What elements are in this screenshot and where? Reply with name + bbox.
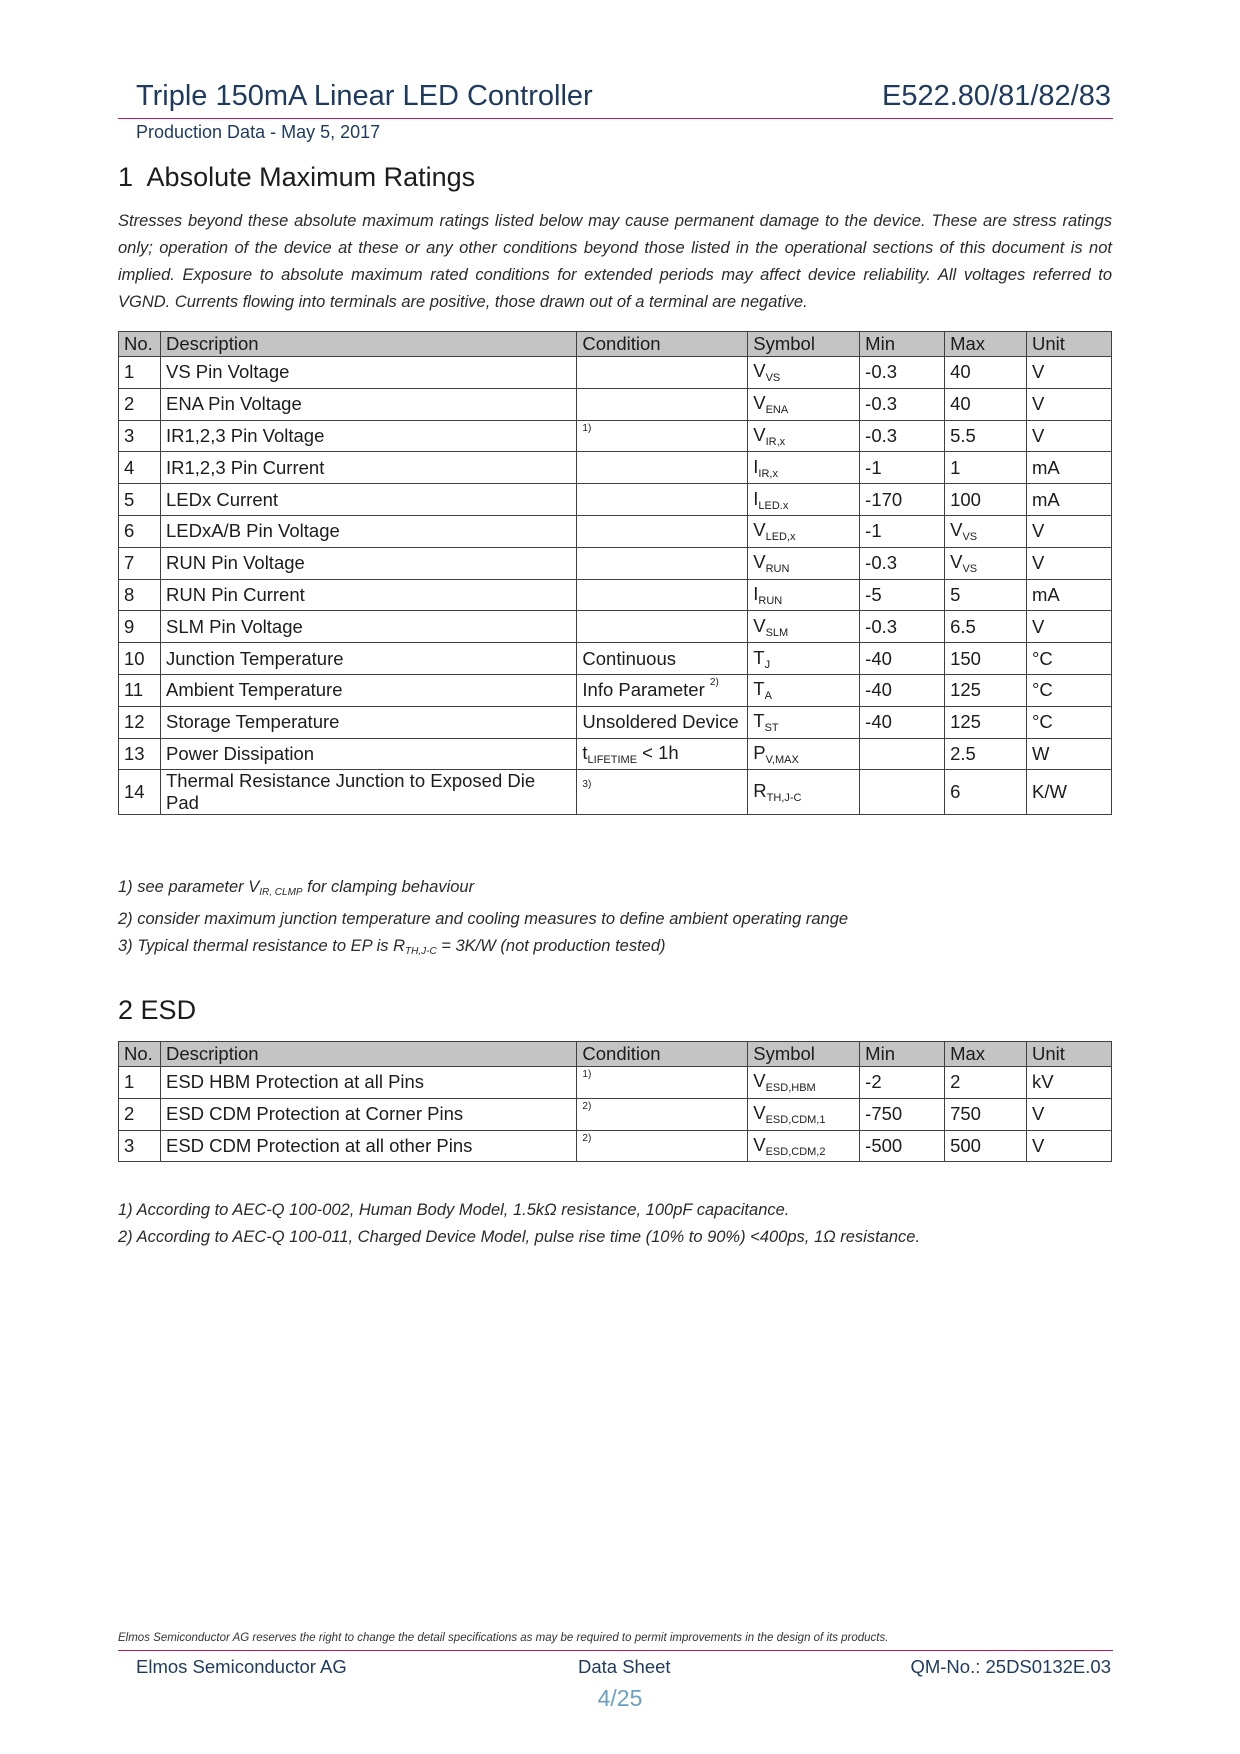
section1-heading (118, 162, 475, 193)
table-row (119, 357, 1112, 389)
cell-unit: °C (1027, 706, 1112, 738)
symbol-subscript: J (764, 658, 771, 671)
cell-condition (577, 611, 748, 643)
cell-min: -0.3 (860, 611, 945, 643)
cell-min: -5 (860, 579, 945, 611)
condition-subscript: LIFETIME (587, 753, 638, 766)
cell-min: -2 (860, 1067, 945, 1099)
table-row (119, 738, 1112, 770)
section2-heading (118, 995, 196, 1026)
cell-description: Power Dissipation (160, 738, 576, 770)
column-header: Description (160, 1042, 576, 1067)
cell-no: 2 (119, 388, 161, 420)
column-header: Unit (1027, 332, 1112, 357)
section2-number: 2 (118, 995, 134, 1025)
footer-disclaimer: Elmos Semiconductor AG reserves the right to change the detail specifications as may be required to permit improvements in the design of its products. (118, 1632, 889, 1644)
cell-symbol: $R_{TH,J-C}$ (748, 770, 860, 815)
note-2: 2) consider maximum junction temperature and cooling measures to define ambient operating range (118, 910, 849, 928)
cell-description: SLM Pin Voltage (160, 611, 576, 643)
cell-no: 6 (119, 515, 161, 547)
table-header-row (119, 332, 1112, 357)
table-row (119, 420, 1112, 452)
footnote-ref: 1) (582, 422, 592, 434)
cell-no: 5 (119, 484, 161, 516)
cell-unit: °C (1027, 643, 1112, 675)
symbol-subscript: V,MAX (765, 753, 799, 766)
cell-description: Storage Temperature (160, 706, 576, 738)
column-header: No. (119, 1042, 161, 1067)
cell-unit: kV (1027, 1067, 1112, 1099)
table-row (119, 643, 1112, 675)
footnote-ref: 2) (582, 1101, 592, 1113)
cell-condition (577, 420, 748, 452)
cell-no: 8 (119, 579, 161, 611)
column-header: No. (119, 332, 161, 357)
cell-min: -1 (860, 515, 945, 547)
cell-min: -40 (860, 674, 945, 706)
symbol-subscript: ESD,CDM,1 (765, 1114, 826, 1127)
column-header: Max (945, 332, 1027, 357)
cell-min: -0.3 (860, 388, 945, 420)
cell-min: -500 (860, 1130, 945, 1162)
esd-note-2: 2) According to AEC-Q 100-011, Charged Device Model, pulse rise time (10% to 90%) <400ps, 1Ω resistance. (118, 1228, 921, 1246)
cell-max: $V_{VS}$ (945, 515, 1027, 547)
section1-notes (118, 874, 848, 965)
cell-max: 750 (945, 1098, 1027, 1130)
cell-max: 5 (945, 579, 1027, 611)
cell-symbol: $V_{ESD,HBM}$ (748, 1067, 860, 1099)
symbol-subscript: IR,x (765, 435, 786, 448)
cell-max: 6.5 (945, 611, 1027, 643)
cell-symbol: $T_{ST}$ (748, 706, 860, 738)
section1-intro: Stresses beyond these absolute maximum ratings listed below may cause permanent damage to the device. These are stress ratings only; operation of the device at these or any other conditions beyond those listed in the operational sections of this document is not implied. Exposure to absolute maximum rated conditions for extended periods may affect device reliability. All voltages referred to VGND. Currents flowing into terminals are positive, those drawn out of a terminal are negative. (118, 212, 1112, 311)
table-row (119, 579, 1112, 611)
footnote-ref: 1) (582, 1069, 592, 1081)
table-row (119, 515, 1112, 547)
cell-condition (577, 515, 748, 547)
esd-table (118, 1041, 1112, 1162)
cell-symbol: $V_{SLM}$ (748, 611, 860, 643)
symbol-subscript: TH,J-C (766, 792, 802, 805)
cell-no: 14 (119, 770, 161, 815)
cell-max: 2.5 (945, 738, 1027, 770)
cell-min: -40 (860, 643, 945, 675)
cell-min: -40 (860, 706, 945, 738)
footnote-ref: 3) (582, 779, 592, 791)
cell-symbol: $V_{ESD,CDM,1}$ (748, 1098, 860, 1130)
symbol-subscript: RUN (758, 594, 783, 607)
page-number: 4/25 (597, 1685, 643, 1711)
note-1: 1) see parameter $V_{IR, CLMP}$ for clamping behaviour (118, 878, 475, 898)
symbol-subscript: ESD,HBM (765, 1082, 816, 1095)
cell-min: -750 (860, 1098, 945, 1130)
table-row (119, 1067, 1112, 1099)
table-header-row (119, 1042, 1112, 1067)
cell-max: 150 (945, 643, 1027, 675)
cell-description: IR1,2,3 Pin Current (160, 452, 576, 484)
cell-max: 5.5 (945, 420, 1027, 452)
column-header: Description (160, 332, 576, 357)
cell-symbol: $I_{RUN}$ (748, 579, 860, 611)
cell-unit: V (1027, 1130, 1112, 1162)
cell-description: Thermal Resistance Junction to Exposed Die Pad (160, 770, 576, 815)
cell-max: 40 (945, 388, 1027, 420)
cell-condition: $t_{LIFETIME} < 1h$ (577, 738, 748, 770)
cell-min (860, 770, 945, 815)
section1-title: Absolute Maximum Ratings (146, 162, 476, 192)
cell-description: ENA Pin Voltage (160, 388, 576, 420)
cell-symbol: $I_{LED.x}$ (748, 484, 860, 516)
cell-condition (577, 388, 748, 420)
table-row (119, 674, 1112, 706)
cell-no: 10 (119, 643, 161, 675)
cell-condition (577, 547, 748, 579)
table-row (119, 1098, 1112, 1130)
cell-max: 6 (945, 770, 1027, 815)
cell-description: RUN Pin Voltage (160, 547, 576, 579)
cell-max: 2 (945, 1067, 1027, 1099)
cell-unit: K/W (1027, 770, 1112, 815)
cell-min: -170 (860, 484, 945, 516)
cell-no: 12 (119, 706, 161, 738)
column-header: Symbol (748, 1042, 860, 1067)
cell-condition: Unsoldered Device (577, 706, 748, 738)
cell-symbol: $V_{ENA}$ (748, 388, 860, 420)
cell-description: ESD CDM Protection at Corner Pins (160, 1098, 576, 1130)
cell-symbol: $V_{VS}$ (748, 357, 860, 389)
cell-no: 1 (119, 1067, 161, 1099)
column-header: Min (860, 1042, 945, 1067)
cell-no: 3 (119, 420, 161, 452)
cell-symbol: $I_{IR,x}$ (748, 452, 860, 484)
cell-description: ESD CDM Protection at all other Pins (160, 1130, 576, 1162)
table-row (119, 484, 1112, 516)
cell-min: -0.3 (860, 547, 945, 579)
symbol-subscript: LED,x (765, 531, 796, 544)
cell-max: 40 (945, 357, 1027, 389)
cell-no: 2 (119, 1098, 161, 1130)
footnote-ref: 2) (709, 677, 719, 689)
section2-title: ESD (140, 995, 197, 1025)
header-divider (118, 118, 1113, 119)
cell-condition: Info Parameter $^{2)}$ (577, 674, 748, 706)
cell-unit: °C (1027, 674, 1112, 706)
cell-symbol: $T_J$ (748, 643, 860, 675)
table-row (119, 547, 1112, 579)
absolute-max-ratings-table (118, 331, 1112, 815)
cell-condition (577, 1130, 748, 1162)
cell-min: -1 (860, 452, 945, 484)
cell-symbol: $V_{LED,x}$ (748, 515, 860, 547)
symbol-subscript: IR,x (758, 467, 778, 480)
cell-symbol: $T_A$ (748, 674, 860, 706)
footer-qm-number: QM-No.: 25DS0132E.03 (910, 1656, 1111, 1677)
cell-condition (577, 1098, 748, 1130)
cell-condition (577, 484, 748, 516)
column-header: Max (945, 1042, 1027, 1067)
cell-max: 1 (945, 452, 1027, 484)
column-header: Symbol (748, 332, 860, 357)
symbol-subscript: RUN (765, 563, 790, 576)
footer-divider (118, 1650, 1113, 1651)
symbol-subscript: A (764, 690, 772, 703)
symbol-subscript: SLM (765, 626, 789, 639)
footer-doc-type: Data Sheet (578, 1656, 671, 1677)
table-row (119, 706, 1112, 738)
table-row (119, 770, 1112, 815)
cell-symbol: $V_{RUN}$ (748, 547, 860, 579)
table-row (119, 611, 1112, 643)
cell-description: ESD HBM Protection at all Pins (160, 1067, 576, 1099)
cell-max: 125 (945, 674, 1027, 706)
cell-condition (577, 770, 748, 815)
cell-description: IR1,2,3 Pin Voltage (160, 420, 576, 452)
cell-min: -0.3 (860, 420, 945, 452)
cell-unit: V (1027, 515, 1112, 547)
cell-unit: mA (1027, 452, 1112, 484)
cell-unit: V (1027, 611, 1112, 643)
cell-description: Ambient Temperature (160, 674, 576, 706)
cell-description: VS Pin Voltage (160, 357, 576, 389)
cell-unit: V (1027, 547, 1112, 579)
cell-no: 1 (119, 357, 161, 389)
symbol-subscript: LED.x (758, 499, 789, 512)
max-subscript: VS (962, 563, 978, 576)
symbol-subscript: ESD,CDM,2 (765, 1145, 826, 1158)
cell-description: Junction Temperature (160, 643, 576, 675)
cell-unit: mA (1027, 484, 1112, 516)
symbol-subscript: ST (764, 722, 779, 735)
cell-symbol: $V_{ESD,CDM,2}$ (748, 1130, 860, 1162)
cell-description: RUN Pin Current (160, 579, 576, 611)
cell-unit: V (1027, 357, 1112, 389)
table-row (119, 1130, 1112, 1162)
cell-no: 9 (119, 611, 161, 643)
cell-max: 100 (945, 484, 1027, 516)
footnote-ref: 2) (582, 1132, 592, 1144)
cell-condition (577, 357, 748, 389)
footer-company: Elmos Semiconductor AG (136, 1656, 347, 1677)
cell-unit: mA (1027, 579, 1112, 611)
cell-symbol: $V_{IR,x}$ (748, 420, 860, 452)
cell-unit: V (1027, 1098, 1112, 1130)
table-row (119, 388, 1112, 420)
column-header: Unit (1027, 1042, 1112, 1067)
cell-min: -0.3 (860, 357, 945, 389)
cell-description: LEDx Current (160, 484, 576, 516)
column-header: Condition (577, 1042, 748, 1067)
cell-no: 13 (119, 738, 161, 770)
cell-max: 125 (945, 706, 1027, 738)
esd-note-1: 1) According to AEC-Q 100-002, Human Body Model, 1.5kΩ resistance, 100pF capacitance. (118, 1201, 790, 1219)
symbol-subscript: VS (765, 372, 781, 385)
cell-condition (577, 1067, 748, 1099)
symbol-subscript: ENA (765, 404, 789, 417)
cell-unit: V (1027, 388, 1112, 420)
cell-max: 500 (945, 1130, 1027, 1162)
cell-no: 3 (119, 1130, 161, 1162)
document-subtitle: Production Data - May 5, 2017 (136, 122, 381, 142)
cell-max: $V_{VS}$ (945, 547, 1027, 579)
cell-condition: Continuous (577, 643, 748, 675)
cell-unit: V (1027, 420, 1112, 452)
column-header: Condition (577, 332, 748, 357)
table-row (119, 452, 1112, 484)
cell-symbol: $P_{V,MAX}$ (748, 738, 860, 770)
cell-no: 4 (119, 452, 161, 484)
cell-no: 11 (119, 674, 161, 706)
cell-unit: W (1027, 738, 1112, 770)
section1-number: 1 (118, 162, 134, 192)
part-numbers: E522.80/81/82/83 (882, 80, 1111, 112)
cell-no: 7 (119, 547, 161, 579)
cell-condition (577, 452, 748, 484)
note-3: 3) Typical thermal resistance to EP is $R_{TH,J-C} = 3K/W$ (not production tested) (118, 937, 666, 957)
cell-min (860, 738, 945, 770)
max-subscript: VS (962, 531, 978, 544)
column-header: Min (860, 332, 945, 357)
document-title: Triple 150mA Linear LED Controller (136, 80, 593, 112)
section2-notes (118, 1197, 920, 1251)
cell-condition (577, 579, 748, 611)
cell-description: LEDxA/B Pin Voltage (160, 515, 576, 547)
